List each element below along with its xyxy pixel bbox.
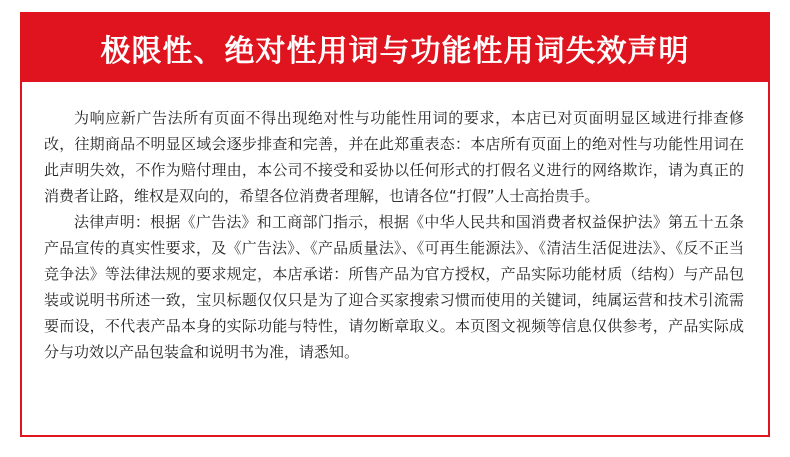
notice-paragraph-legal: 法律声明：根据《广告法》和工商部门指示，根据《中华人民共和国消费者权益保护法》第五十五条产品宣传的真实性要求，及《广告法》、《产品质量法》、《可再生能源法》、《清洁生活促进法》、《反不正当竞争法》等法律法规的要求规定，本店承诺：所售产品为官方授权，产品实际功能材质（结构）与产品包装或说明书所述一致，宝贝标题仅仅只是为了迎合买家搜索习惯而使用的关键词，纯属运营和技术引流需要而设，不代表产品本身的实际功能与特性，请勿断章取义。本页图文视频等信息仅供参考，产品实际成分与功效以产品包装盒和说明书为准，请悉知。: [44, 213, 744, 361]
notice-body: [22, 82, 768, 365]
notice-header: [22, 14, 768, 82]
notice-paragraph-statement: 为响应新广告法所有页面不得出现绝对性与功能性用词的要求，本店已对页面明显区域进行排查修改，往期商品不明显区域会逐步排查和完善，并在此郑重表态：本店所有页面上的绝对性与功能性用词在此声明失效，不作为赔付理由，本公司不接受和妥协以任何形式的打假名义进行的网络欺诈，请为真正的消费者让路，维权是双向的，希望各位消费者理解，也请各位“打假”人士高抬贵手。: [44, 109, 744, 205]
notice-title: 极限性、绝对性用词与功能性用词失效声明: [100, 34, 690, 69]
notice-frame: [20, 12, 770, 437]
